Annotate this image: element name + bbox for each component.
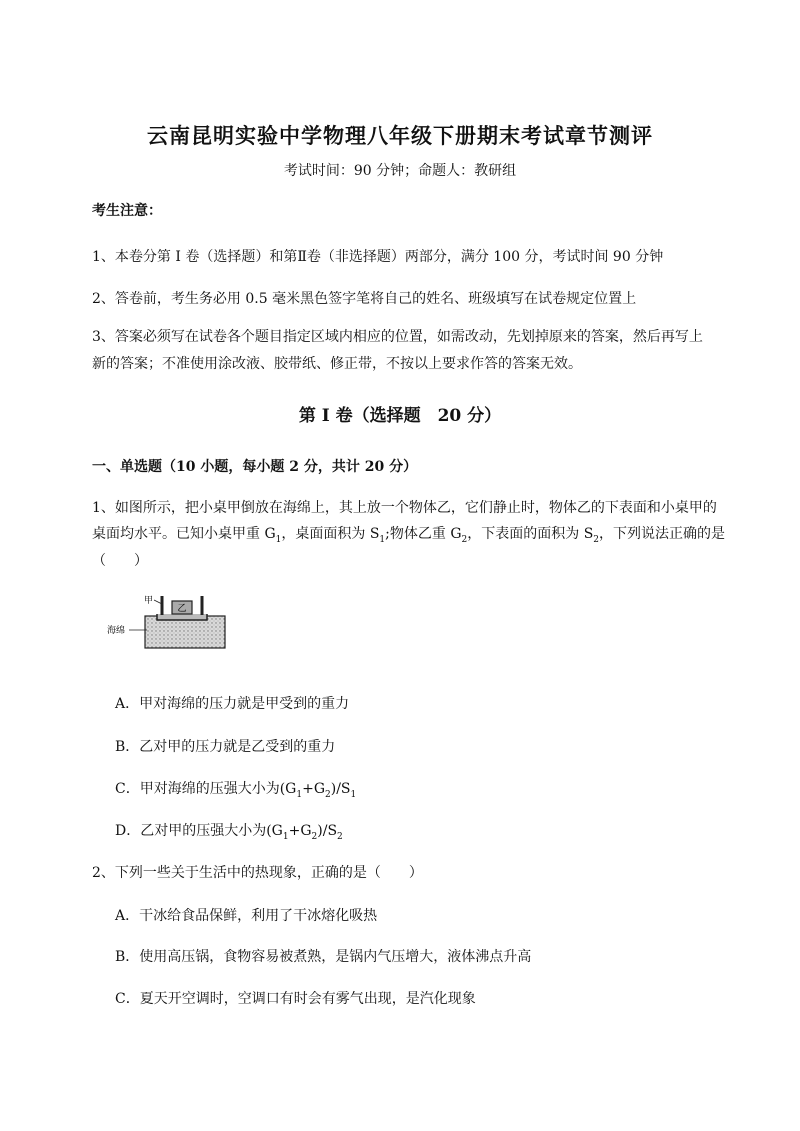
label-sponge: 海绵: [107, 626, 126, 636]
q1-option-b[interactable]: B．乙对甲的压力就是乙受到的重力: [115, 739, 336, 755]
exam-subtitle: 考试时间：90 分钟；命题人：教研组: [283, 163, 517, 179]
q1-stem-line2: 桌面均水平。已知小桌甲重 $G_1$，桌面面积为 $S_1$;物体乙重 $G_2$，下表面的面积为 $S_2$，下列说法正确的是: [92, 526, 726, 545]
q1-option-a[interactable]: A．甲对海绵的压力就是甲受到的重力: [115, 696, 350, 712]
sponge-block: [145, 616, 225, 648]
table-top: [157, 614, 207, 620]
q2-option-b[interactable]: B．使用高压锅，食物容易被煮熟，是锅内气压增大，液体沸点升高: [115, 949, 532, 965]
q1-figure: [107, 590, 247, 660]
notice-item-2: 2、答卷前，考生务必用 0.5 毫米黑色签字笔将自己的姓名、班级填写在试卷规定位置上: [92, 291, 637, 307]
label-jia: 甲: [144, 596, 154, 606]
q1-stem-line3: （ ）: [92, 553, 148, 569]
q2-option-c[interactable]: C．夏天开空调时，空调口有时会有雾气出现，是汽化现象: [115, 991, 476, 1007]
q1-option-c[interactable]: C．甲对海绵的压强大小为$(G_1+G_2)/S_1$: [115, 781, 357, 800]
part-title: 一、单选题（10 小题，每小题 2 分，共计 20 分）: [92, 459, 418, 475]
notice-label: 考生注意：: [92, 203, 162, 219]
q2-stem: 2、下列一些关于生活中的热现象，正确的是（ ）: [92, 865, 423, 881]
q1-option-d[interactable]: D．乙对甲的压强大小为$(G_1+G_2)/S_2$: [115, 823, 343, 842]
exam-title: 云南昆明实验中学物理八年级下册期末考试章节测评: [147, 123, 653, 148]
q2-option-a[interactable]: A．干冰给食品保鲜，利用了干冰熔化吸热: [115, 908, 378, 924]
q1-stem-line1: 1、如图所示，把小桌甲倒放在海绵上，其上放一个物体乙，它们静止时，物体乙的下表面和小桌甲的: [92, 500, 717, 516]
notice-item-3: 3、答案必须写在试卷各个题目指定区域内相应的位置，如需改动，先划掉原来的答案，然后再写上新的答案；不准使用涂改液、胶带纸、修正带，不按以上要求作答的答案无效。: [92, 329, 703, 372]
label-yi: 乙: [177, 604, 187, 614]
section-title: 第 I 卷（选择题 20 分）: [298, 406, 502, 426]
notice-item-1: 1、本卷分第 I 卷（选择题）和第Ⅱ卷（非选择题）两部分，满分 100 分，考试时间 90 分钟: [92, 249, 664, 265]
